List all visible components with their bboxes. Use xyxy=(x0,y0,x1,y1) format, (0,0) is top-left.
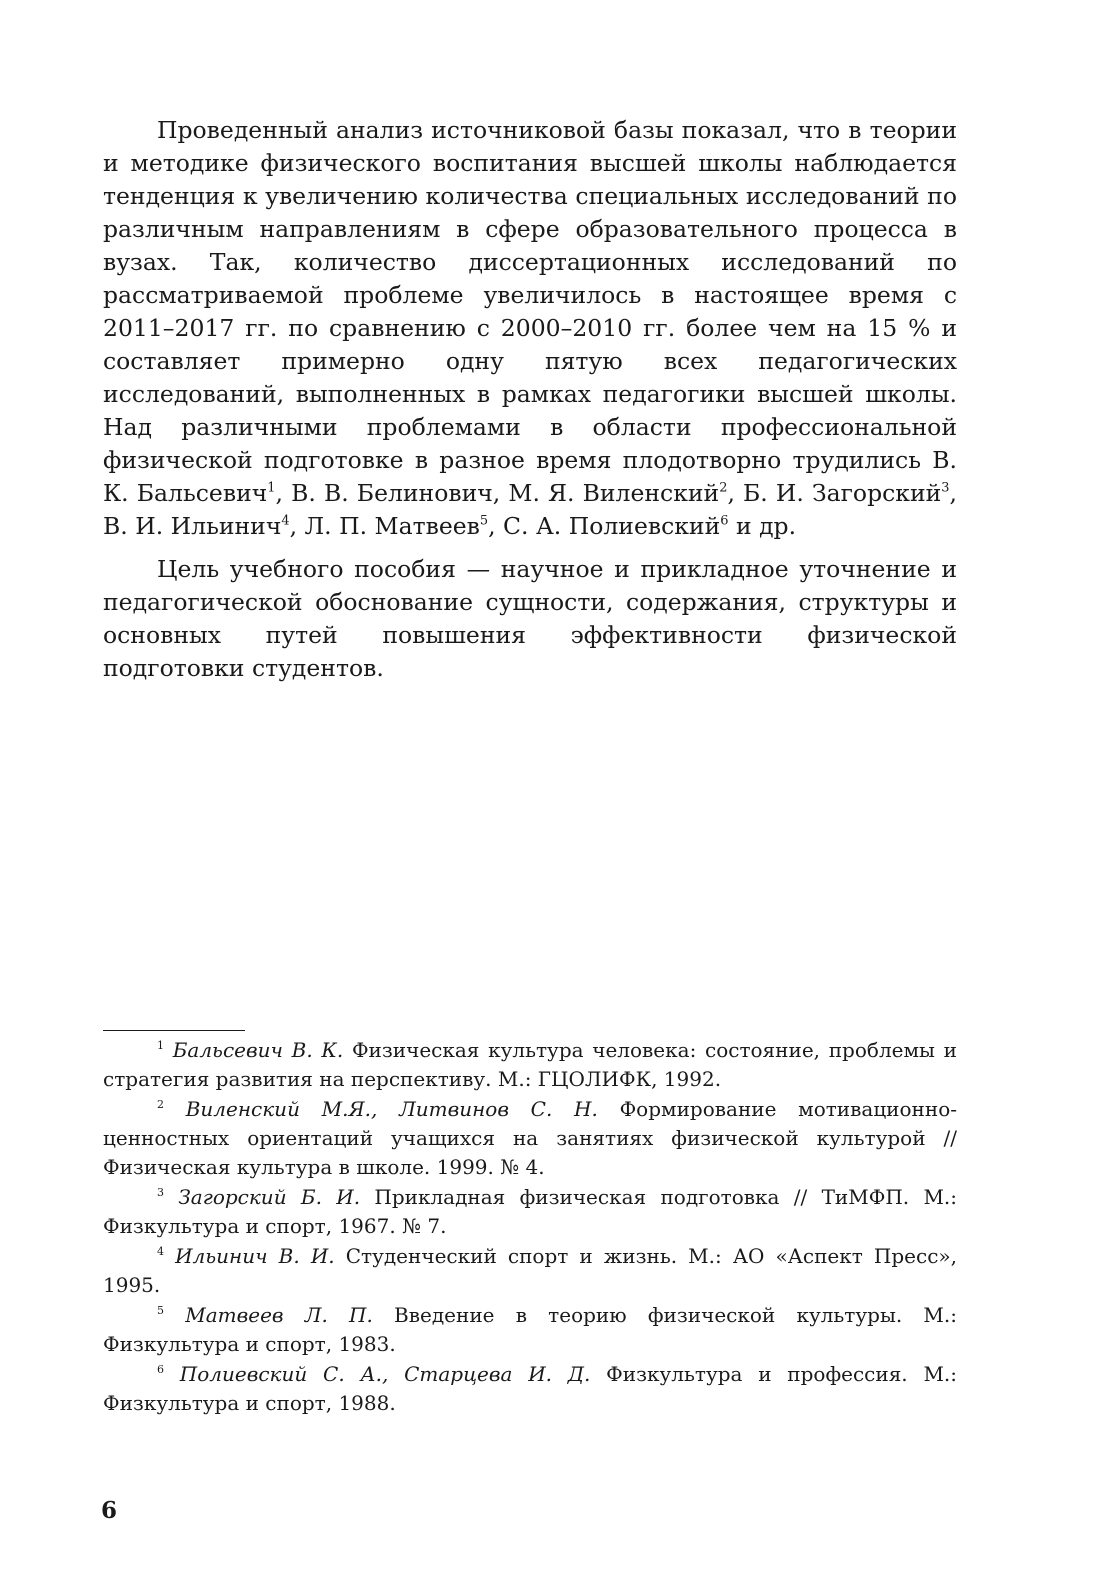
footnote-text: Физкультура и профессия. М.: Физкультура и спорт, 1988. xyxy=(103,1362,958,1415)
footnote xyxy=(103,1301,957,1359)
footnote xyxy=(103,1036,957,1094)
footnote-text: Введение в теорию физической культуры. М.: Физкультура и спорт, 1983. xyxy=(103,1303,958,1356)
footnote-number: 1 xyxy=(157,1038,164,1052)
paragraph-text: Цель учебного пособия — научное и прикладное уточнение и педагогической обоснование сущности, содержания, структуры и основных путей повышения эффективности физической подготовки студентов. xyxy=(103,555,957,682)
footnote-reference: 2 xyxy=(719,480,728,496)
footnote-reference: 5 xyxy=(479,513,489,529)
footnote-author: Матвеев Л. П. xyxy=(185,1303,373,1327)
footnote-author: Виленский М.Я., Литвинов С. Н. xyxy=(185,1097,598,1121)
footnote-reference: 1 xyxy=(267,480,276,496)
page-number: 6 xyxy=(101,1497,118,1524)
footnote-number: 6 xyxy=(157,1362,164,1376)
footnote-number: 3 xyxy=(157,1185,164,1199)
footnote-author: Полиевский С. А., Старцева И. Д. xyxy=(179,1362,591,1386)
paragraph-text: Проведенный анализ источниковой базы показал, что в теории и методике физического воспитания высшей школы наблюдается тенденция к увеличению количества специальных исследований по различным направлениям в сфере образовательного процесса в вузах. Так, количество диссертационных исследований по рассматриваемой проблеме увеличилось в настоящее время с 2011–2017 гг. по сравнению с 2000–2010 гг. более чем на 15 % и составляет примерно одну пятую всех педагогических исследований, выполненных в рамках педагогики высшей школы. Над различными проблемами в области профессиональной физической подготовке в разное время плодотворно трудились В. К. Бальсевич xyxy=(103,116,957,507)
footnote-text: Формирование мотивационно-ценностных ориентаций учащихся на занятиях физической культурой // Физическая культура в школе. 1999. № 4. xyxy=(103,1097,958,1179)
paragraph xyxy=(103,114,957,543)
footnote-reference: 3 xyxy=(941,480,950,496)
footnote xyxy=(103,1183,957,1241)
footnote-text: Физическая культура человека: состояние, проблемы и стратегия развития на перспективу. М.: ГЦОЛИФК, 1992. xyxy=(103,1038,957,1091)
main-text xyxy=(103,114,957,685)
footnote-text: Прикладная физическая подготовка // ТиМФП. М.: Физкультура и спорт, 1967. № 7. xyxy=(103,1185,958,1238)
paragraph-text: , В. И. Ильинич xyxy=(103,479,957,540)
footnote-number: 4 xyxy=(157,1244,164,1258)
footnote xyxy=(103,1095,957,1182)
paragraph-text: , Л. П. Матвеев xyxy=(289,512,480,540)
footnote-number: 2 xyxy=(157,1097,164,1111)
paragraph-text: и др. xyxy=(728,512,797,540)
footnotes xyxy=(103,1036,957,1419)
paragraph xyxy=(103,553,957,685)
paragraph-text: , В. В. Белинович, М. Я. Виленский xyxy=(275,479,720,507)
footnote-separator xyxy=(103,1030,245,1031)
paragraph-text: , Б. И. Загорский xyxy=(727,479,942,507)
footnote-author: Бальсевич В. К. xyxy=(172,1038,344,1062)
footnote-author: Ильинич В. И. xyxy=(175,1244,335,1268)
paragraph-text: , С. А. Полиевский xyxy=(488,512,721,540)
footnote xyxy=(103,1360,957,1418)
footnote-reference: 6 xyxy=(720,513,729,529)
footnote-author: Загорский Б. И. xyxy=(178,1185,361,1209)
footnote xyxy=(103,1242,957,1300)
footnote-number: 5 xyxy=(157,1303,164,1317)
footnote-text: Студенческий спорт и жизнь. М.: АО «Аспект Пресс», 1995. xyxy=(103,1244,958,1297)
footnote-reference: 4 xyxy=(281,513,290,529)
